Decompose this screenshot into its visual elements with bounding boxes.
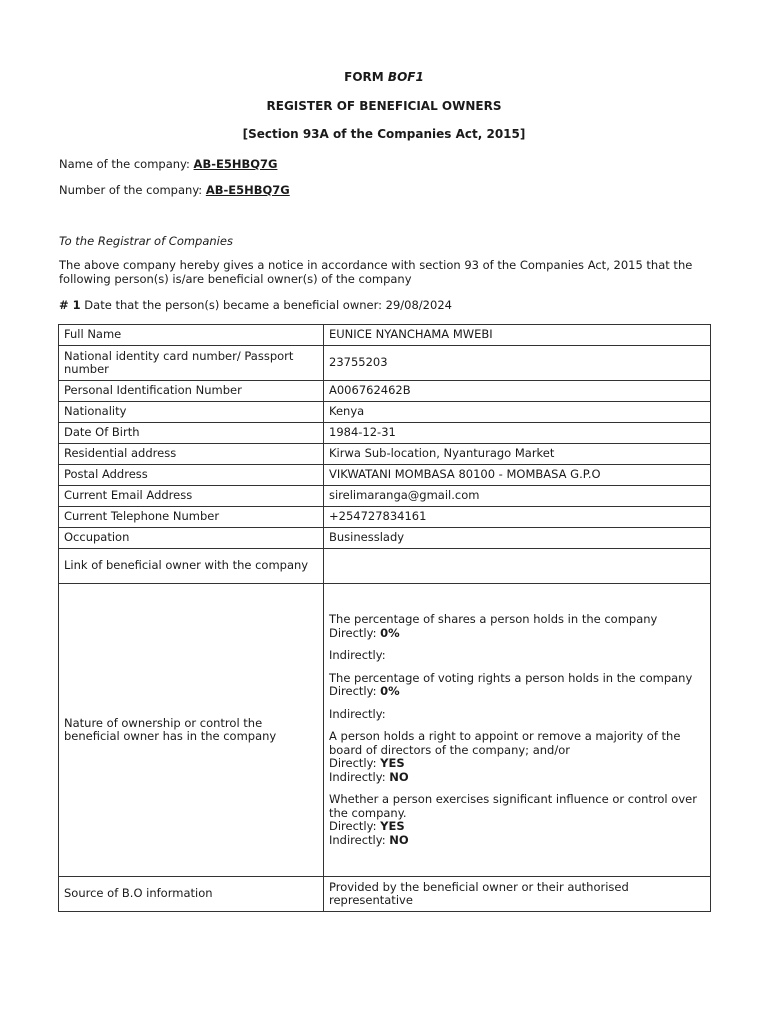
table-row bbox=[59, 549, 711, 584]
row-value bbox=[324, 549, 711, 584]
nature-label: Nature of ownership or control the beneficial owner has in the company bbox=[59, 584, 324, 877]
table-row bbox=[59, 423, 711, 444]
row-value: VIKWATANI MOMBASA 80100 - MOMBASA G.P.O bbox=[324, 465, 711, 486]
row-label: Link of beneficial owner with the company bbox=[59, 549, 324, 584]
voting-direct-value: 0% bbox=[380, 684, 400, 698]
appoint-text: A person holds a right to appoint or remove a majority of the board of directors of the company; and/or bbox=[329, 729, 681, 757]
nature-details bbox=[324, 584, 711, 877]
row-label: Date Of Birth bbox=[59, 423, 324, 444]
directly-label: Directly: bbox=[329, 684, 381, 698]
company-name-label: Name of the company: bbox=[59, 157, 194, 171]
source-value: Provided by the beneficial owner or their authorised representative bbox=[324, 877, 711, 912]
table-row bbox=[59, 486, 711, 507]
form-prefix: FORM bbox=[344, 70, 388, 84]
company-number-value: AB-E5HBQ7G bbox=[205, 183, 290, 197]
company-name-line bbox=[59, 157, 277, 171]
table-row bbox=[59, 346, 711, 381]
beneficial-owner-table bbox=[58, 324, 711, 912]
row-label: Current Email Address bbox=[59, 486, 324, 507]
table-row bbox=[59, 465, 711, 486]
appoint-block bbox=[329, 730, 705, 784]
indirectly-label: Indirectly: bbox=[329, 769, 390, 784]
shares-direct-line bbox=[329, 627, 705, 641]
influence-direct-line bbox=[329, 820, 705, 834]
row-value: A006762462B bbox=[324, 381, 711, 402]
source-label: Source of B.O information bbox=[59, 877, 324, 912]
row-value: 1984-12-31 bbox=[324, 423, 711, 444]
row-label: Nationality bbox=[59, 402, 324, 423]
influence-indirect-value: NO bbox=[389, 832, 409, 847]
appoint-indirect-line bbox=[329, 771, 705, 785]
influence-block bbox=[329, 793, 705, 847]
table-row bbox=[59, 402, 711, 423]
row-label: Current Telephone Number bbox=[59, 507, 324, 528]
table-row bbox=[59, 325, 711, 346]
table-row bbox=[59, 507, 711, 528]
row-value: sirelimaranga@gmail.com bbox=[324, 486, 711, 507]
company-number-line bbox=[59, 183, 290, 197]
row-label: Residential address bbox=[59, 444, 324, 465]
influence-direct-value: YES bbox=[380, 819, 405, 833]
row-value: Kenya bbox=[324, 402, 711, 423]
shares-text: The percentage of shares a person holds in the company bbox=[329, 612, 658, 626]
shares-direct-value: 0% bbox=[380, 625, 400, 640]
row-value: 23755203 bbox=[324, 346, 711, 381]
row-value: Kirwa Sub-location, Nyanturago Market bbox=[324, 444, 711, 465]
table-row bbox=[59, 528, 711, 549]
row-label: Occupation bbox=[59, 528, 324, 549]
row-label: National identity card number/ Passport number bbox=[59, 346, 324, 381]
table-row bbox=[59, 877, 711, 912]
table-row bbox=[59, 381, 711, 402]
row-value: Businesslady bbox=[324, 528, 711, 549]
appoint-direct-value: YES bbox=[380, 756, 405, 770]
entry-date-text: Date that the person(s) became a beneficial owner: 29/08/2024 bbox=[80, 298, 452, 312]
notice-paragraph: The above company hereby gives a notice in accordance with section 93 of the Companies Act, 2015 that the following person(s) is/are beneficial owner(s) of the company bbox=[59, 258, 693, 286]
voting-indirect-line: Indirectly: bbox=[329, 706, 386, 721]
voting-block bbox=[329, 672, 705, 699]
directly-label: Directly: bbox=[329, 625, 381, 640]
entry-date-line bbox=[59, 298, 452, 312]
voting-text: The percentage of voting rights a person holds in the company bbox=[329, 670, 693, 685]
row-label: Full Name bbox=[59, 325, 324, 346]
company-name-value: AB-E5HBQ7G bbox=[193, 157, 278, 171]
directly-label: Directly: bbox=[329, 756, 381, 770]
influence-text: Whether a person exercises significant influence or control over the company. bbox=[329, 792, 697, 820]
table-row bbox=[59, 584, 711, 877]
section-reference: [Section 93A of the Companies Act, 2015] bbox=[242, 127, 526, 141]
form-title bbox=[0, 70, 768, 84]
row-value: EUNICE NYANCHAMA MWEBI bbox=[324, 325, 711, 346]
register-title: REGISTER OF BENEFICIAL OWNERS bbox=[266, 99, 502, 113]
indirectly-label: Indirectly: bbox=[329, 832, 390, 847]
row-label: Postal Address bbox=[59, 465, 324, 486]
influence-indirect-line bbox=[329, 834, 705, 848]
company-number-label: Number of the company: bbox=[59, 183, 206, 197]
row-value: +254727834161 bbox=[324, 507, 711, 528]
shares-indirect-line: Indirectly: bbox=[329, 648, 386, 662]
voting-direct-line bbox=[329, 685, 705, 699]
shares-block bbox=[329, 613, 705, 640]
form-code: BOF1 bbox=[387, 70, 424, 84]
appoint-direct-line bbox=[329, 757, 705, 771]
entry-number: # 1 bbox=[59, 298, 81, 312]
directly-label: Directly: bbox=[329, 819, 381, 833]
addressee: To the Registrar of Companies bbox=[59, 234, 233, 248]
appoint-indirect-value: NO bbox=[389, 769, 409, 784]
row-label: Personal Identification Number bbox=[59, 381, 324, 402]
table-row bbox=[59, 444, 711, 465]
